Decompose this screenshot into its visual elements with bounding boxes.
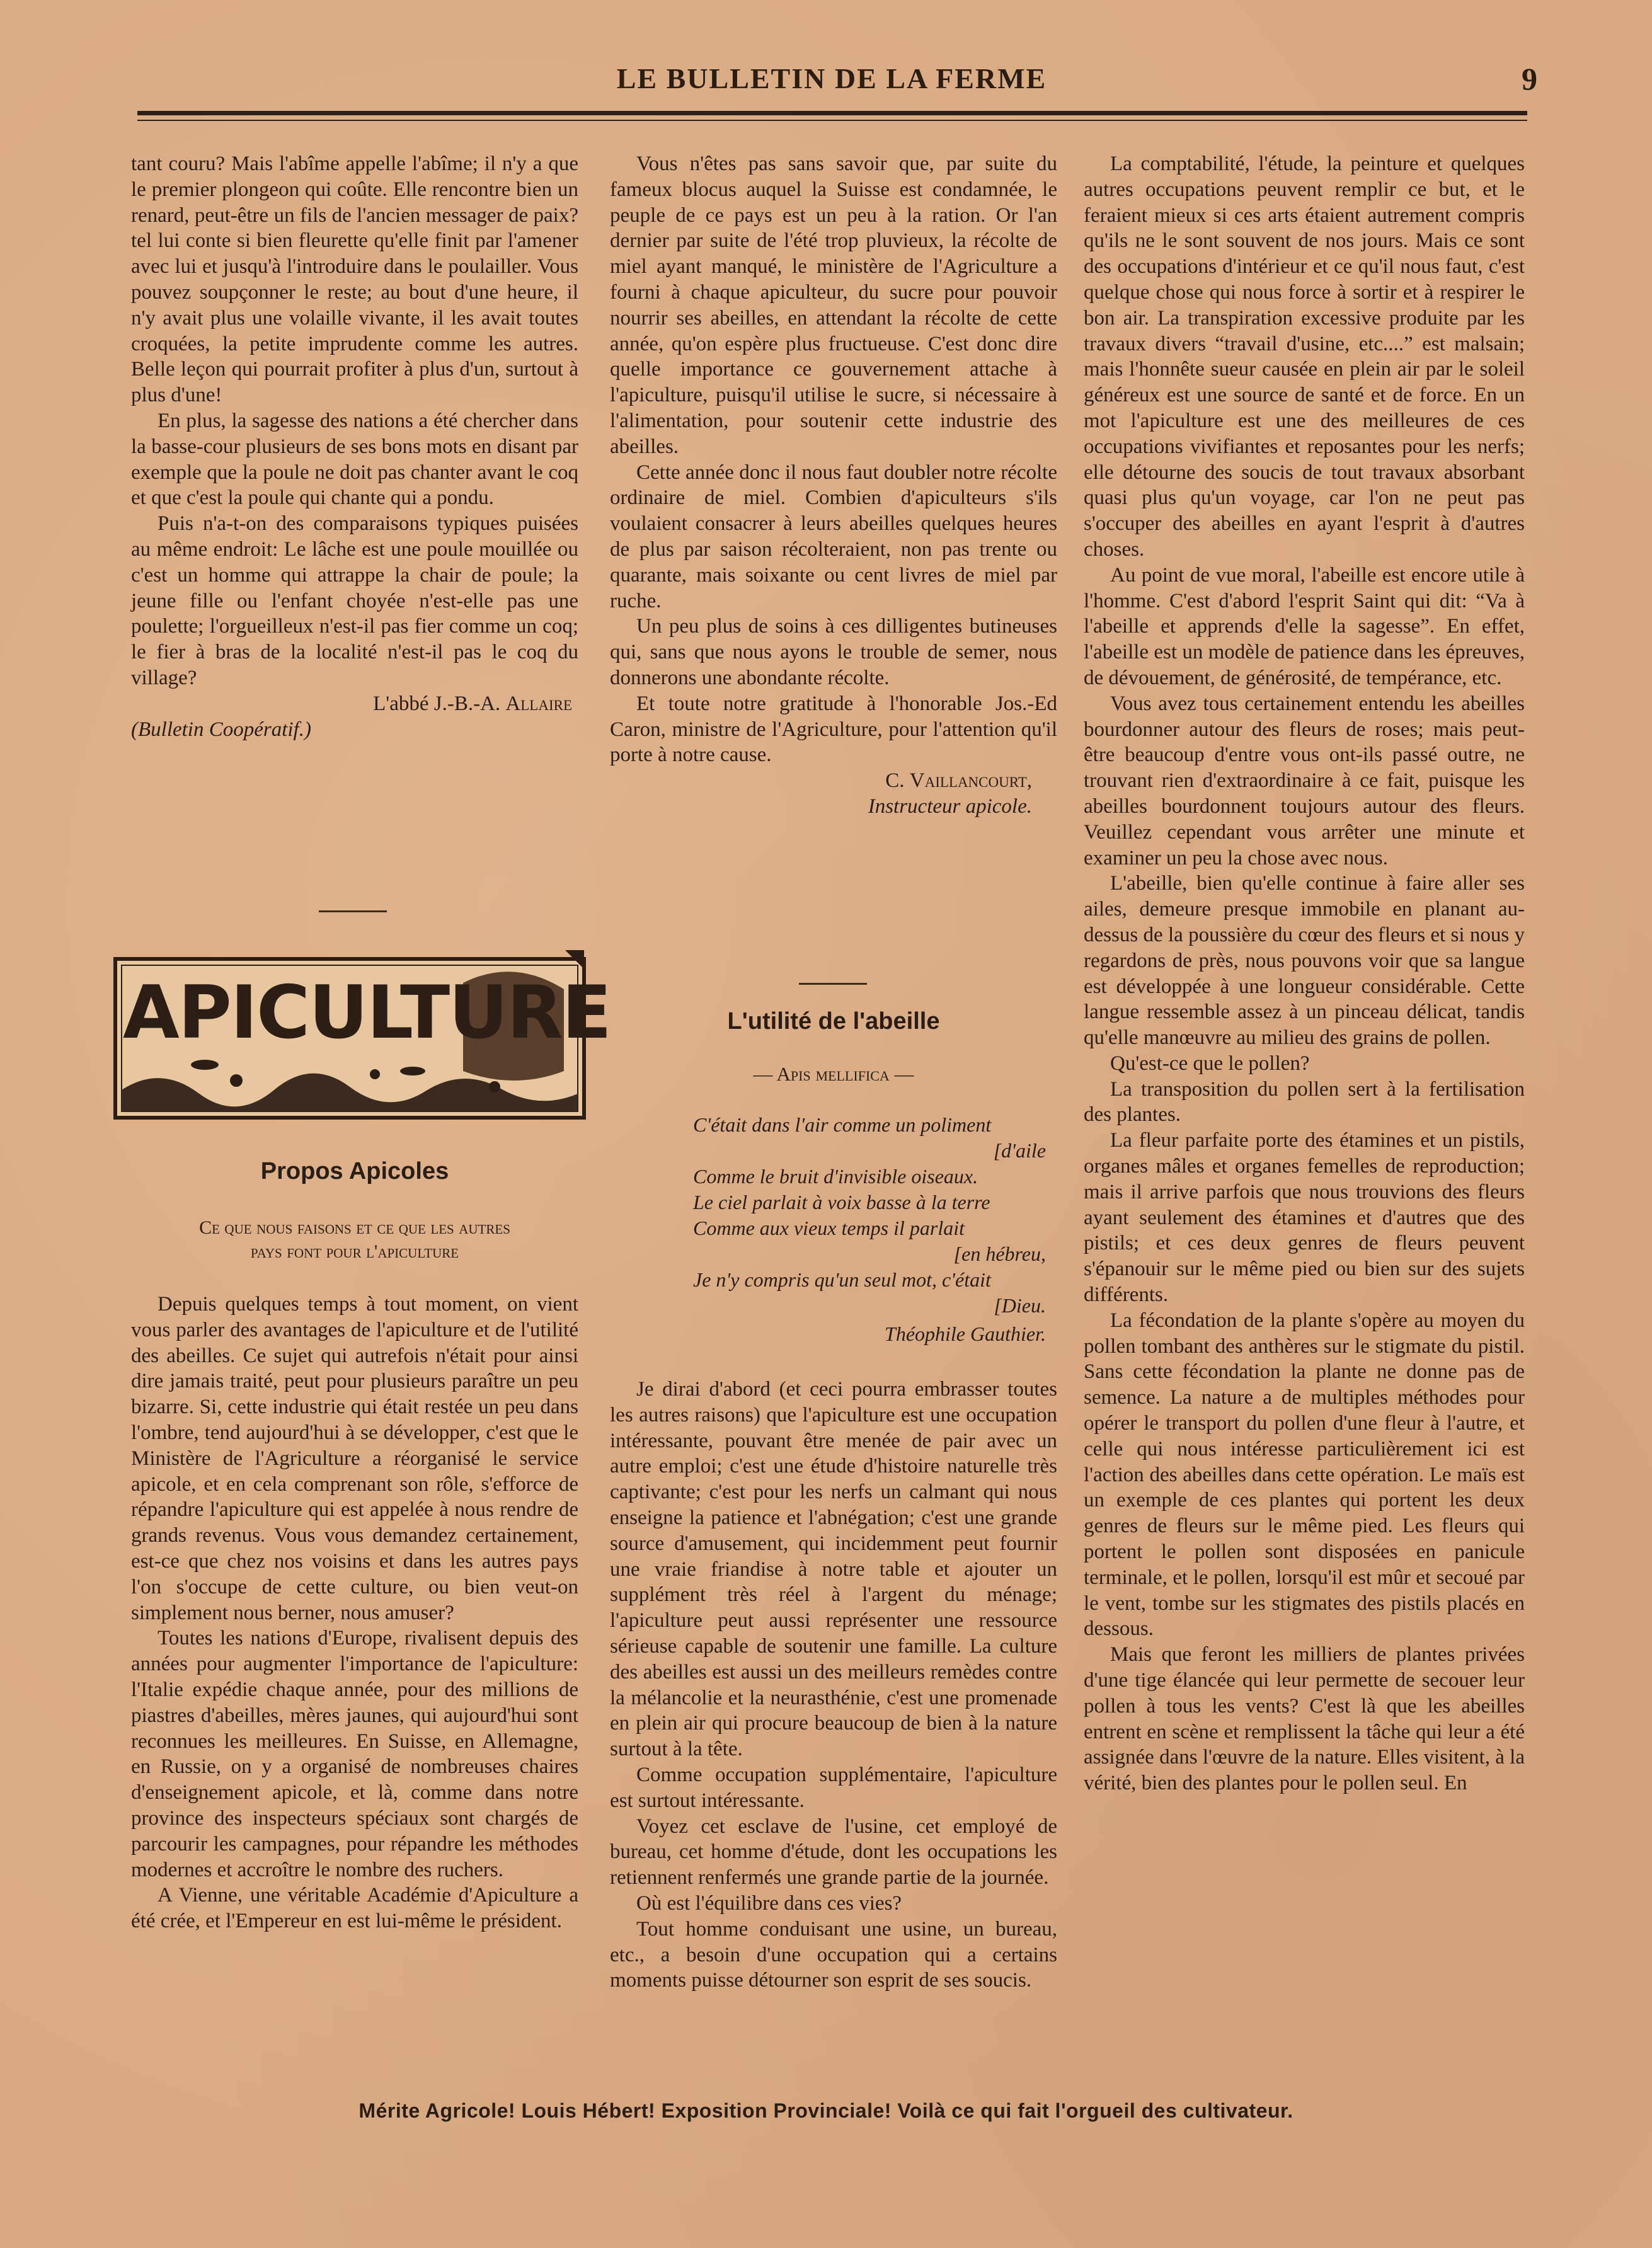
abeille-article (610, 1377, 1057, 1993)
signature-prefix: C. (885, 769, 910, 793)
column-2-article (610, 151, 1057, 820)
paragraph: La transposition du pollen sert à la fertilisation des plantes. (1084, 1077, 1525, 1127)
paragraph: Où est l'équilibre dans ces vies? (636, 1891, 902, 1915)
paragraph: Un peu plus de soins à ces dilligentes butineuses qui, sans que nous ayons le trouble de semer, nous donnerons une abondante récolte. (610, 615, 1057, 689)
footer-slogan: Mérite Agricole! Louis Hébert! Exposition Provinciale! Voilà ce qui fait l'orgueil des cultivateur. (359, 2099, 1293, 2122)
apiculture-logo (110, 945, 611, 1121)
poem-line: Je n'y compris qu'un seul mot, c'était (693, 1268, 991, 1291)
paragraph: La comptabilité, l'étude, la peinture et quelques autres occupations peuvent remplir ce but, et le feraient mieux si ces arts étaient autrement compris qu'ils ne le sont souvent de nos jours. Mais ce sont des occupations d'intérieur et ce qu'il nous faut, c'est quelque chose qui nous force à sortir et à respirer le bon air. La transpiration excessive produite par les travaux divers “travail d'usine, etc....” est malsain; mais l'honnête sueur causée en plein air par le soleil généreux est une source de santé et de force. En un mot l'apiculture est une des meilleures de ces occupations vivifiantes et reposantes pour les nerfs; elle détourne des soucis de tout travaux absorbant quasi plus qu'un voyage, car l'on ne peut pas s'occuper des abeilles en ayant l'esprit à d'autres choses. (1084, 152, 1525, 561)
poem-line: C'était dans l'air comme un poliment (693, 1113, 992, 1136)
propos-apicoles-subtitle (131, 1216, 578, 1264)
poem-line: Le ciel parlait à voix basse à la terre (693, 1191, 990, 1213)
section-divider (319, 910, 387, 912)
paragraph: Toutes les nations d'Europe, rivalisent depuis des années pour augmenter l'importance de l'apiculture: l'Italie expédie chaque année, pour des millions de piastres d'abeilles, mères jaunes, qui aujourd'hui sont reconnues les meilleures. En Suisse, en Allemagne, en Russie, on y a organisé de nombreuses chaires d'enseignement apicole, et là, comme dans notre province des inspecteurs spéciaux sont chargés de parcourir les campagnes, pour répandre les méthodes modernes et accroître le nombre des ruchers. (131, 1627, 578, 1881)
paragraph: Qu'est-ce que le pollen? (1110, 1052, 1310, 1075)
subtitle-line: pays font pour l'apiculture (250, 1241, 459, 1262)
column-1-article (131, 151, 578, 742)
paragraph: Cette année donc il nous faut doubler notre récolte ordinaire de miel. Combien d'apiculteurs s'ils voulaient consacrer à leurs abeilles quelques heures de plus par saison récolteraient, non pas trente ou quarante, mais soixante ou cent livres de miel par ruche. (610, 461, 1057, 612)
paragraph: Depuis quelques temps à tout moment, on vient vous parler des avantages de l'apiculture et de l'utilité des abeilles. Ce sujet qui autrefois n'était pour ainsi dire jamais traité, peut pour plusieurs paraître un peu bizarre. Si, cette industrie qui était restée un peu dans l'ombre, tend aujourd'hui à se développer, c'est que le Ministère de l'Agriculture a réorganisé le service apicole, et en cela comprenant son rôle, s'efforce de répandre l'apiculture qui est appelée à nous rendre de grands revenus. Vous vous demandez certainement, est-ce que chez nos voisins et dans les autres pays l'on s'occupe de cette culture, ou bien veut-on simplement nous berner, nous amuser? (131, 1293, 578, 1624)
paragraph: Au point de vue moral, l'abeille est encore utile à l'homme. C'est d'abord l'esprit Saint qui dit: “Va à l'abeille et apprends d'elle la sagesse”. En effet, l'abeille est un modèle de patience dans les épreuves, de dévouement, de générosité, de tempérance, etc. (1084, 563, 1525, 689)
newspaper-title: LE BULLETIN DE LA FERME (616, 62, 1047, 95)
paragraph: Voyez cet esclave de l'usine, cet employé de bureau, cet homme d'étude, dont les occupations les retiennent renfermés une grande partie de la journée. (610, 1815, 1057, 1890)
subtitle-line: Ce que nous faisons et ce que les autres (199, 1217, 510, 1238)
paragraph: La fleur parfaite porte des étamines et un pistils, organes mâles et organes femelles de reproduction; mais il arrive parfois que nous trouvions des fleurs ayant seulement des étamines et d'autres que des pistils; et ces deux genres de fleurs peuvent s'épanouir sur le même pied ou bien sur des sujets différents. (1084, 1129, 1525, 1307)
paragraph: L'abeille, bien qu'elle continue à faire aller ses ailes, demeure presque immobile en planant au-dessus de la poussière du cœur des fleurs et si nous y regardons de près, nous pouvons voir que sa langue est développée à une longueur considérable. Cette langue ressemble assez à un pinceau délicat, tandis qu'elle manœuvre au milieu des grains de pollen. (1084, 872, 1525, 1050)
signature-prefix: L'abbé J.-B.-A. (373, 692, 506, 715)
paragraph: Mais que feront les milliers de plantes privées d'une tige élancée qui leur permette de secouer leur pollen à tous les vents? C'est là que les abeilles entrent en scène et remplissent la tâche qui leur a été assignée dans l'œuvre de la nature. Elles visitent, à la vérité, bien des plantes pour le pollen seul. En (1084, 1643, 1525, 1795)
poem (693, 1112, 1046, 1347)
apiculture-logo-text: APICULTURE (123, 970, 611, 1055)
paragraph: Vous n'êtes pas sans savoir que, par suite du fameux blocus auquel la Suisse est condamnée, le peuple de ce pays est un peu à la ration. Or l'an dernier par suite de l'été trop pluvieux, la récolte de miel ayant manqué, le ministère de l'Agriculture a fourni à chaque apiculteur, du sucre pour pouvoir nourrir ses abeilles, en attendant la récolte de cette année, qu'on espère plus fructueuse. C'est donc dire quelle importance ce gouvernement attache à l'apiculture, puisqu'il utilise le sucre, si nécessaire à l'alimentation, pour soutenir cette industrie des abeilles. (610, 152, 1057, 458)
abeille-title: L'utilité de l'abeille (727, 1008, 940, 1035)
author-signature (131, 691, 578, 717)
paragraph: La fécondation de la plante s'opère au moyen du pollen tombant des anthères sur le stigmate du pistil. Sans cette fécondation la plante ne donne pas de semence. La nature a de multiples méthodes pour opérer le transport du pollen d'une fleur à l'autre, et celle qui nous intéresse particulièrement ici est l'action des abeilles dans cette opération. Le maïs est un exemple de ces plantes qui portent les deux genres de fleurs sur le même pied. Les fleurs qui portent le pollen sont disposées en panicule terminale, et le pollen, lorsqu'il est mûr et secoué par le vent, tombe sur les stigmates des pistils placés en dessous. (1084, 1309, 1525, 1641)
paragraph: Je dirai d'abord (et ceci pourra embrasser toutes les autres raisons) que l'apiculture est une occupation intéressante, pouvant être menée de pair avec un autre emploi; c'est une étude d'histoire naturelle très captivante; c'est pour les nerfs un calmant qui nous enseigne la patience et l'abnégation; c'est une grande source d'amusement, qui incidemment peut fournir une vraie friandise à notre table et ajouter un supplément très réel à l'argent du ménage; l'apiculture peut aussi représenter une ressource sérieuse capable de soutenir une famille. La culture des abeilles est aussi un des meilleurs remèdes contre la mélancolie et la neurasthénie, c'est une promenade en plein air qui procure beaucoup de bien à la nature surtout à la tête. (610, 1378, 1057, 1761)
source-citation: (Bulletin Coopératif.) (131, 718, 311, 741)
author-signature (610, 768, 1057, 794)
page-number: 9 (1522, 61, 1537, 96)
abeille-subtitle: — Apis mellifica — (753, 1063, 914, 1085)
header-rule-thin (137, 120, 1527, 121)
section-divider (799, 983, 867, 985)
poem-line-continuation: [en hébreu, (953, 1242, 1046, 1265)
paragraph: A Vienne, une véritable Académie d'Apiculture a été crée, et l'Empereur en est lui-même le président. (131, 1884, 578, 1933)
poem-author: Théophile Gauthier. (885, 1322, 1046, 1345)
column-3-article (1084, 151, 1525, 1796)
propos-apicoles-article (131, 1292, 578, 1934)
paragraph: tant couru? Mais l'abîme appelle l'abîme; il n'y a que le premier plongeon qui coûte. Elle rencontre bien un renard, peut-être un fils de l'ancien messager de paix? tel lui conte si bien fleurette qu'elle finit par l'amener avec lui et jusqu'à l'introduire dans le poulailler. Vous pouvez soupçonner le reste; au bout d'une heure, il n'y avait plus une volaille vivante, il les avait toutes croquées, la petite imprudente comme les autres. Belle leçon qui pourrait profiter à plus d'un, surtout à plus d'une! (131, 152, 578, 407)
paragraph: Vous avez tous certainement entendu les abeilles bourdonner autour des fleurs de roses; mais peut-être beaucoup d'entre vous ont-ils passé outre, ne trouvant rien d'extraordinaire à ce fait, puisque les abeilles bourdonnent toujours autour des fleurs. Veuillez cependant vous arrêter une minute et examiner un peu la chose avec nous. (1084, 692, 1525, 869)
signature-name: Allaire (505, 692, 572, 715)
paragraph: Comme occupation supplémentaire, l'apiculture est surtout intéressante. (610, 1763, 1057, 1812)
page-header (120, 55, 1544, 106)
poem-line-continuation: [Dieu. (994, 1294, 1046, 1317)
paragraph: En plus, la sagesse des nations a été chercher dans la basse-cour plusieurs de ses bons mots en disant par exemple que la poule ne doit pas chanter avant le coq et que c'est la poule qui chante qui a pondu. (131, 409, 578, 510)
signature-role: Instructeur apicole. (868, 794, 1032, 818)
propos-apicoles-title: Propos Apicoles (260, 1158, 449, 1184)
poem-line-continuation: [d'aile (993, 1139, 1046, 1162)
poem-line: Comme aux vieux temps il parlait (693, 1217, 965, 1239)
paragraph: Puis n'a-t-on des comparaisons typiques puisées au même endroit: Le lâche est une poule mouillée ou c'est un homme qui attrappe la chair de poule; la jeune fille ou l'enfant choyée n'est-elle pas une poulette; l'orgueilleux n'est-il pas fier comme un coq; le fier à bras de la localité n'est-il pas le coq du village? (131, 512, 578, 689)
header-rule-thick (137, 111, 1527, 115)
paragraph: Et toute notre gratitude à l'honorable Jos.-Ed Caron, ministre de l'Agriculture, pour l'attention qu'il porte à notre cause. (610, 692, 1057, 767)
paragraph: Tout homme conduisant une usine, un bureau, etc., a besoin d'une occupation qui a certains moments puisse détourner son esprit de ses soucis. (610, 1917, 1057, 1992)
poem-line: Comme le bruit d'invisible oiseaux. (693, 1165, 978, 1188)
signature-name: Vaillancourt, (909, 769, 1032, 793)
